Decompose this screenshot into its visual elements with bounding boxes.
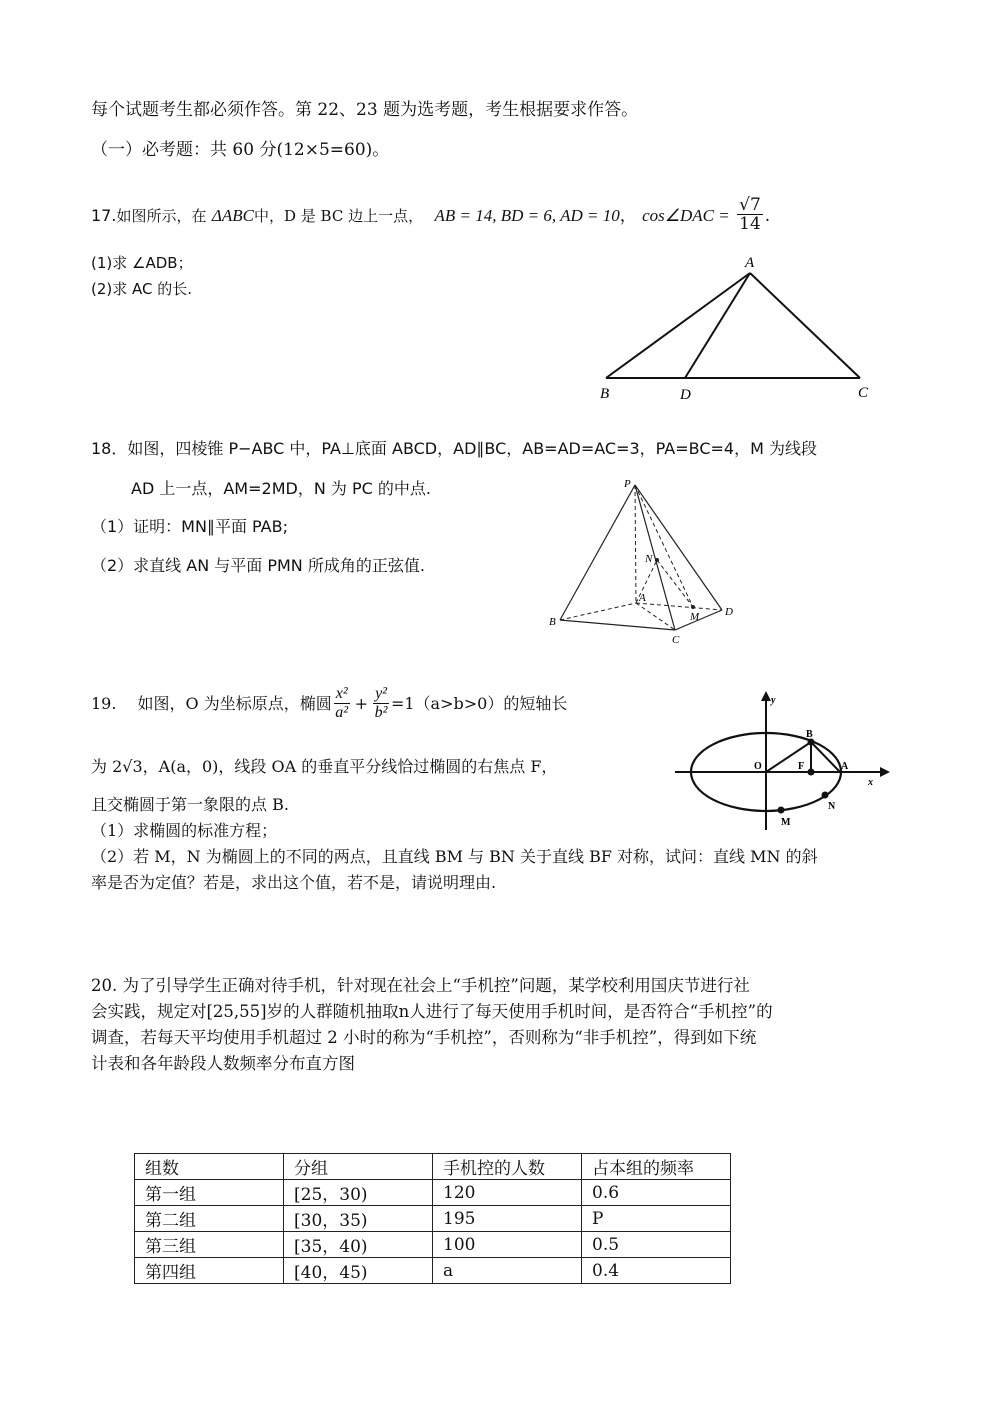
point-n (822, 792, 829, 799)
header-group-range: 分组 (284, 1154, 433, 1180)
header-group-number: 组数 (135, 1154, 284, 1180)
cell-range: [25，30) (284, 1180, 433, 1206)
table-header-row (135, 1154, 731, 1180)
q17-part-2: (2)求 AC 的长. (91, 280, 193, 298)
y-squared: y² (375, 685, 387, 702)
cell-count: 100 (433, 1232, 582, 1258)
q17-cos-numerator: √7 (739, 195, 761, 215)
q17-number: 17. (91, 206, 117, 225)
table-row (135, 1232, 731, 1258)
point-f (808, 769, 815, 776)
cell-count: 195 (433, 1206, 582, 1232)
q17-givens: AB = 14, BD = 6, AD = 10 (434, 206, 620, 225)
label-m: M (781, 817, 791, 828)
label-d: D (680, 387, 691, 403)
edge-ba (560, 603, 636, 620)
y-axis-arrow-icon (761, 691, 771, 701)
q17-triangle-figure (590, 250, 890, 405)
header-phone-addict-count: 手机控的人数 (433, 1154, 582, 1180)
label-x: x (868, 777, 873, 788)
edge-pa (635, 485, 636, 603)
point-m (778, 807, 785, 814)
cell-group: 第二组 (135, 1206, 284, 1232)
a-squared: a² (335, 704, 349, 721)
label-a: A (841, 761, 849, 772)
q20-line-4: 计表和各年龄段人数频率分布直方图 (91, 1054, 355, 1073)
q17-triangle: ΔABC (211, 206, 254, 225)
q20-statistics-table (134, 1153, 731, 1284)
q18-line-1: 18．如图，四棱锥 P−ABC 中，PA⊥底面 ABCD，AD∥BC，AB=AD=AC=3，PA=BC=4，M 为线段 (91, 439, 818, 458)
intro-line-1: 每个试题考生都必须作答。第 22、23 题为选考题，考生根据要求作答。 (91, 100, 639, 120)
q17-text-a: 如图所示，在 (116, 207, 207, 225)
q19-part-2b: 率是否为定值？若是，求出这个值，若不是，请说明理由. (91, 873, 497, 892)
label-o: O (754, 761, 762, 772)
q17-cos-label: cos∠DAC = (642, 206, 730, 225)
point-n (655, 558, 659, 562)
label-a: A (745, 255, 755, 271)
q19-line-3: 且交椭圆于第一象限的点 B. (91, 795, 289, 814)
label-b: B (806, 729, 813, 740)
q19-line-1 (91, 685, 567, 722)
edge-ad (636, 603, 722, 610)
x-squared: x² (335, 685, 348, 702)
cell-range: [40，45) (284, 1258, 433, 1284)
x-axis-arrow-icon (880, 767, 890, 777)
q17-end: . (764, 206, 771, 226)
q18-pyramid-figure (540, 470, 770, 650)
label-c: C (858, 385, 869, 401)
q18-part-2: （2）求直线 AN 与平面 PMN 所成角的正弦值. (91, 556, 425, 575)
cell-frequency: P (582, 1206, 731, 1232)
cell-count: a (433, 1258, 582, 1284)
label-d: D (725, 606, 733, 618)
q19-line-1b: =1（a>b>0）的短轴长 (390, 693, 568, 713)
label-n: N (828, 801, 836, 812)
q19-ellipse-figure (670, 685, 900, 835)
label-f: F (798, 761, 805, 772)
q19-part-2a: （2）若 M，N 为椭圆上的不同的两点，且直线 BM 与 BN 关于直线 BF 对称，试问：直线 MN 的斜 (91, 847, 818, 866)
cell-group: 第四组 (135, 1258, 284, 1284)
table-row (135, 1206, 731, 1232)
segment-ab (606, 273, 750, 378)
q19-line-1a: 19. 如图，O 为坐标原点，椭圆 (91, 693, 332, 713)
cell-frequency: 0.6 (582, 1180, 731, 1206)
label-a: A (639, 592, 646, 604)
cell-frequency: 0.4 (582, 1258, 731, 1284)
cell-range: [35，40) (284, 1232, 433, 1258)
cell-count: 120 (433, 1180, 582, 1206)
q17-sep: ， (619, 206, 637, 226)
label-m: M (690, 611, 700, 623)
q17-cos-denominator: 14 (739, 214, 761, 234)
label-b: B (549, 616, 556, 628)
segment-ac (750, 273, 860, 378)
q20-line-2: 会实践，规定对[25,55]岁的人群随机抽取n人进行了每天使用手机时间，是否符合“手机控”的 (91, 1002, 773, 1021)
plus-sign: + (354, 693, 369, 713)
edge-pd (635, 485, 722, 610)
label-n: N (645, 553, 653, 565)
segment-ad (685, 273, 750, 378)
q19-part-1: （1）求椭圆的标准方程； (91, 821, 278, 840)
point-m (691, 605, 695, 609)
intro-line-2: （一）必考题：共 60 分(12×5=60)。 (91, 140, 390, 160)
label-p: P (624, 478, 631, 490)
table-row (135, 1258, 731, 1284)
q17-part-1: (1)求 ∠ADB； (91, 254, 193, 272)
label-c: C (672, 634, 680, 646)
header-frequency: 占本组的频率 (582, 1154, 731, 1180)
table-row (135, 1180, 731, 1206)
label-y: y (771, 695, 776, 706)
segment-ob (766, 742, 811, 772)
q17-statement (91, 195, 771, 235)
edge-pb (560, 485, 635, 620)
q17-text-b: 中，D 是 BC 边上一点， (253, 207, 424, 225)
cell-group: 第一组 (135, 1180, 284, 1206)
q18-part-1: （1）证明：MN∥平面 PAB; (91, 517, 288, 536)
q19-line-2: 为 2√3，A(a，0)，线段 OA 的垂直平分线恰过椭圆的右焦点 F， (91, 757, 558, 776)
q18-line-2: AD 上一点，AM=2MD，N 为 PC 的中点. (131, 479, 431, 498)
b-squared: b² (374, 704, 388, 721)
cell-group: 第三组 (135, 1232, 284, 1258)
label-b: B (600, 386, 610, 402)
q20-line-1: 20. 为了引导学生正确对待手机，针对现在社会上“手机控”问题，某学校利用国庆节进行社 (91, 976, 750, 995)
edge-bc (560, 620, 675, 630)
cell-range: [30，35) (284, 1206, 433, 1232)
q20-line-3: 调查，若每天平均使用手机超过 2 小时的称为“手机控”，否则称为“非手机控”，得到如下统 (91, 1028, 757, 1047)
cell-frequency: 0.5 (582, 1232, 731, 1258)
